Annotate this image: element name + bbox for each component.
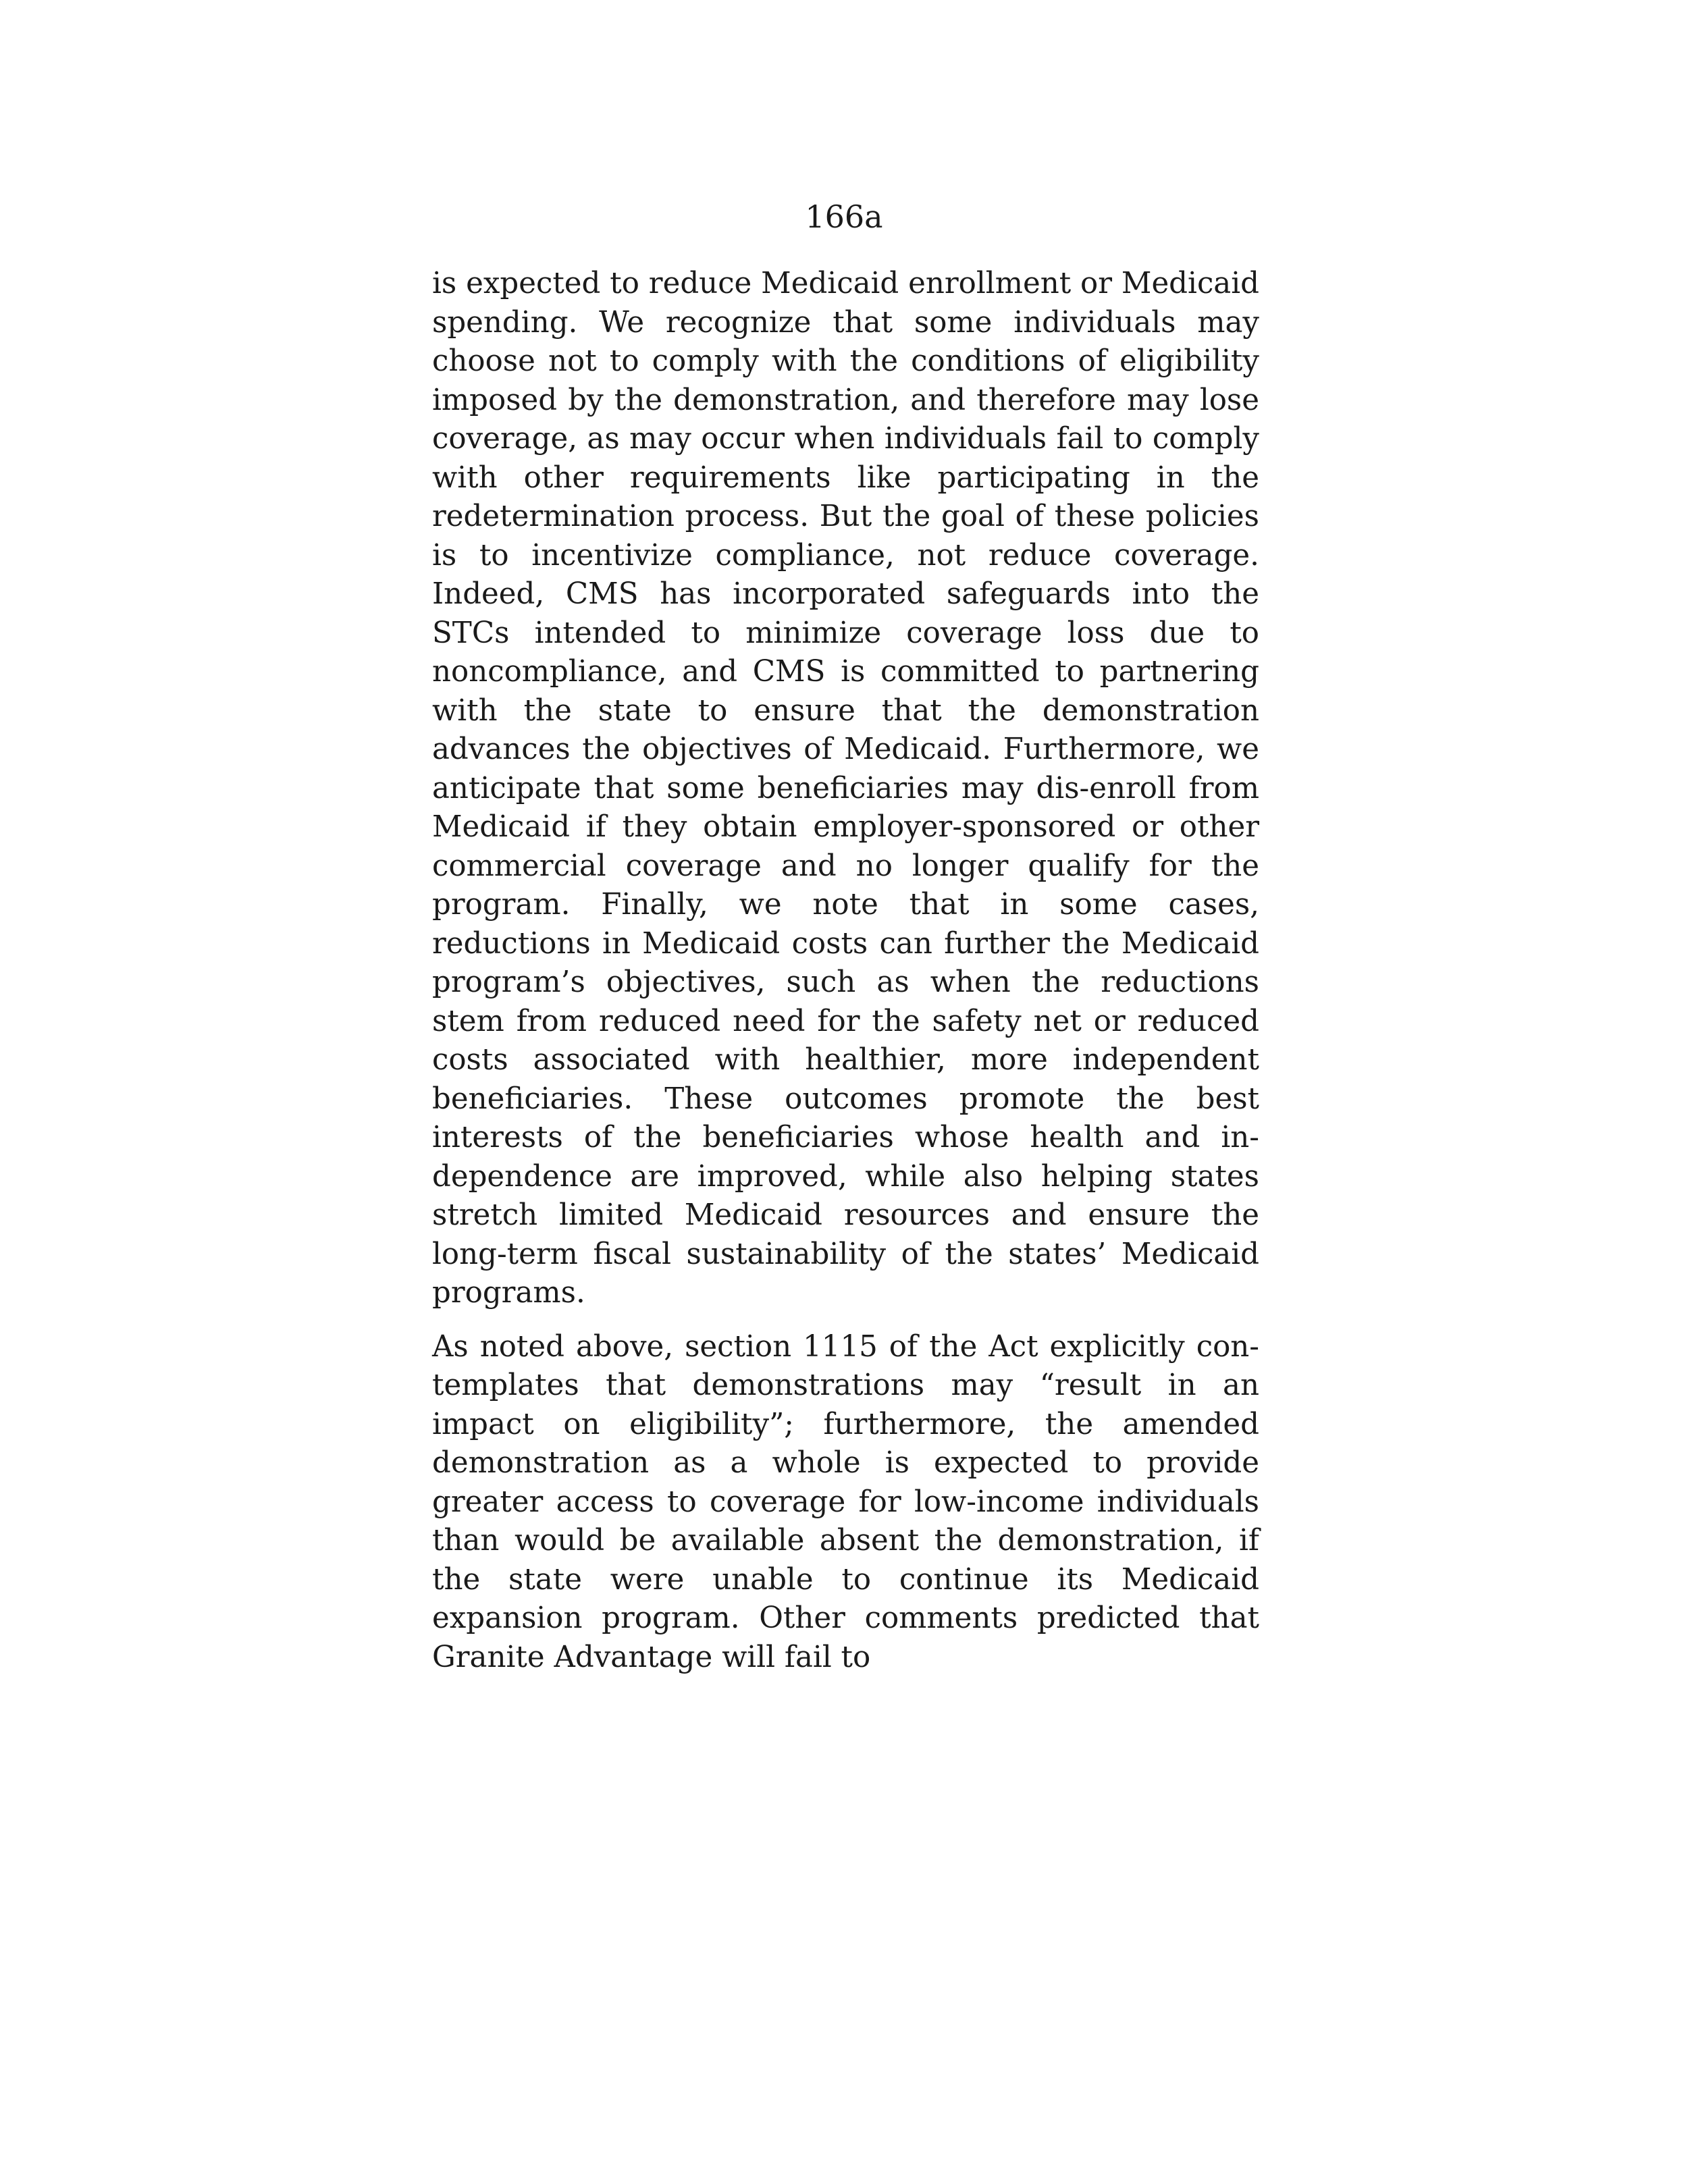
page-number: 166a [805,198,883,235]
body-text [432,265,1259,1677]
paragraph-2: As noted above, section 1115 of the Act explicitly contemplates that demonstrations may “result in an impact on eligibility”; furthermore, the amended demonstration as a whole is expected to provide greater access to coverage for low-income individuals than would be available absent the demonstration, if the state were unable to continue its Medicaid expansion program. Other comments predicted that Granite Advantage will fail to [432,1329,1259,1674]
paragraph-1: is expected to reduce Medicaid enrollment or Medicaid spending. We recognize that some individuals may choose not to comply with the conditions of eligibility imposed by the demonstration, and therefore may lose coverage, as may occur when individuals fail to comply with other requirements like participating in the redetermination process. But the goal of these policies is to incentivize compliance, not reduce coverage. Indeed, CMS has incorporated safeguards into the STCs intended to minimize coverage loss due to noncompliance, and CMS is committed to partnering with the state to ensure that the demonstration advances the objectives of Medicaid. Furthermore, we anticipate that some beneficiaries may dis-enroll from Medicaid if they obtain employer-sponsored or other commercial coverage and no longer qualify for the program. Finally, we note that in some cases, reductions in Medicaid costs can further the Medicaid program’s objectives, such as when the reductions stem from reduced need for the safety net or reduced costs associated with healthier, more independent beneficiaries. These outcomes promote the best interests of the beneficiaries whose health and independence are improved, while also helping states stretch limited Medicaid resources and ensure the long-term fiscal sustainability of the states’ Medicaid programs. [432,267,1259,1310]
